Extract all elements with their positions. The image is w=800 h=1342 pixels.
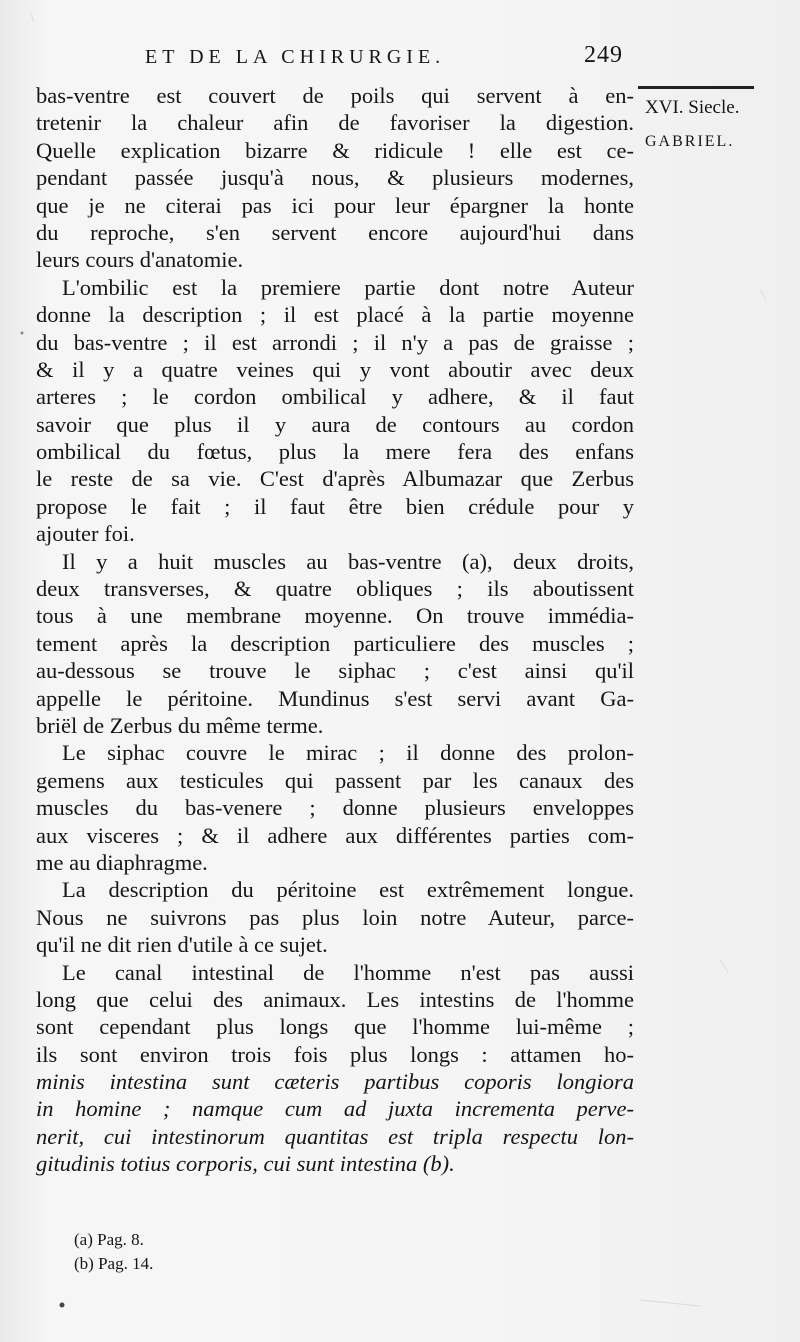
text-line: tous à une membrane moyenne. On trouve immédia-	[36, 603, 634, 629]
text-line: Le canal intestinal de l'homme n'est pas aussi	[62, 959, 634, 985]
text-line: aux visceres ; & il adhere aux différentes parties com-	[36, 822, 634, 848]
text-line: tretenir la chaleur afin de favoriser la digestion.	[36, 110, 634, 136]
text-line: qu'il ne dit rien d'utile à ce sujet.	[36, 932, 328, 958]
text-line: donne la description ; il est placé à la partie moyenne	[36, 302, 634, 328]
text-line: Nous ne suivrons pas plus loin notre Auteur, parce-	[36, 904, 634, 930]
page-number: 249	[584, 42, 623, 68]
text-line: muscles du bas-venere ; donne plusieurs enveloppes	[36, 795, 634, 821]
text-line: ils sont environ trois fois plus longs : attamen ho-	[36, 1041, 634, 1067]
text-line: minis intestina sunt cæteris partibus coporis longiora	[36, 1069, 634, 1095]
text-line: in homine ; namque cum ad juxta incrementa perve-	[36, 1096, 634, 1122]
text-line: propose le fait ; il faut être bien crédule pour y	[36, 493, 634, 519]
text-line: du reproche, s'en servent encore aujourd'hui dans	[36, 219, 634, 245]
text-line: La description du péritoine est extrêmement longue.	[62, 877, 634, 903]
text-line: pendant passée jusqu'à nous, & plusieurs modernes,	[36, 165, 634, 191]
footnote: (a) Pag. 8.	[74, 1230, 144, 1249]
text-line: du bas-ventre ; il est arrondi ; il n'y a pas de graisse ;	[36, 329, 634, 355]
text-line: que je ne citerai pas ici pour leur épargner la honte	[36, 192, 634, 218]
text-line: Le siphac couvre le mirac ; il donne des prolon-	[62, 740, 634, 766]
text-line: leurs cours d'anatomie.	[36, 247, 244, 273]
text-line: savoir que plus il y aura de contours au cordon	[36, 411, 634, 437]
text-line: tement après la description particuliere des muscles ;	[36, 630, 634, 656]
text-line: gemens aux testicules qui passent par les canaux des	[36, 767, 634, 793]
text-line: me au diaphragme.	[36, 849, 208, 875]
footnotes	[74, 1228, 153, 1276]
text-line: au-dessous se trouve le siphac ; c'est ainsi qu'il	[36, 658, 634, 684]
text-line: & il y a quatre veines qui y vont aboutir avec deux	[36, 356, 634, 382]
text-line: briël de Zerbus du même terme.	[36, 712, 324, 738]
footnote: (b) Pag. 14.	[74, 1254, 154, 1273]
text-line: deux transverses, & quatre obliques ; ils aboutissent	[36, 576, 634, 602]
text-line: long que celui des animaux. Les intestins de l'homme	[36, 986, 634, 1012]
text-line: gitudinis totius corporis, cui sunt intestina (b).	[36, 1151, 455, 1177]
text-line: le reste de sa vie. C'est d'après Albumazar que Zerbus	[36, 466, 634, 492]
text-line: bas-ventre est couvert de poils qui servent à en-	[36, 83, 634, 108]
text-line: sont cependant plus longs que l'homme lui-même ;	[36, 1014, 634, 1040]
text-line: appelle le péritoine. Mundinus s'est servi avant Ga-	[36, 685, 634, 711]
text-line: Il y a huit muscles au bas-ventre (a), deux droits,	[62, 548, 634, 574]
body-text	[36, 82, 634, 1178]
text-line: arteres ; le cordon ombilical y adhere, & il faut	[36, 384, 634, 410]
margin-rule	[638, 86, 754, 89]
text-line: ombilical du fœtus, plus la mere fera des enfans	[36, 439, 634, 465]
text-line: nerit, cui intestinorum quantitas est tripla respectu lon-	[36, 1123, 634, 1149]
running-header: ET DE LA CHIRURGIE.	[145, 46, 446, 68]
text-line: Quelle explication bizarre & ridicule ! elle est ce-	[36, 137, 634, 163]
margin-note-author: GABRIEL.	[645, 133, 735, 150]
text-line: L'ombilic est la premiere partie dont notre Auteur	[62, 274, 634, 300]
margin-note-century: XVI. Siecle.	[645, 97, 740, 118]
text-line: ajouter foi.	[36, 521, 135, 547]
